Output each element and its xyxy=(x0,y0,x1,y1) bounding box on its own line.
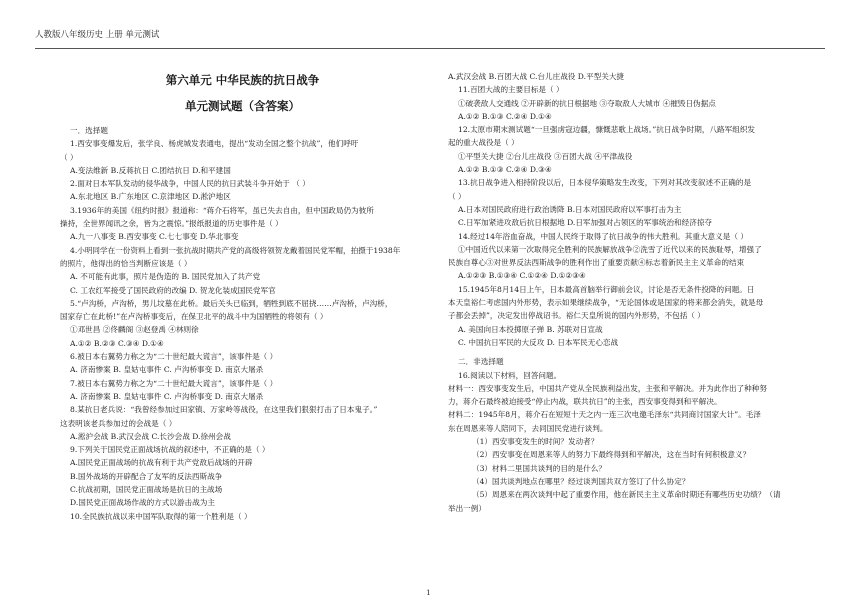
right-line: C.日军加紧进攻敌后抗日根据地 D.日军加强对占领区的军事统治和经济掠夺 xyxy=(458,218,713,228)
right-line: A.①② B.①③ C.②④ D.③④ xyxy=(458,165,552,175)
left-line: 这表明该老兵参加过的会战是（ ） xyxy=(60,418,177,428)
left-line: C. 工农红军接受了国民政府的改编 D. 贺龙化装成国民党军官 xyxy=(70,285,276,295)
right-line: 东在周恩来等人陪同下，去同国民党进行谈判。 xyxy=(448,423,608,433)
left-line: A.东北地区 B.广东地区 C.京津地区 D.淞沪地区 xyxy=(70,192,231,202)
left-question-list xyxy=(60,124,425,523)
left-line: 的照片，他得出的恰当判断应该是（ ） xyxy=(60,258,192,268)
right-line: （ ） xyxy=(448,191,466,201)
right-line: （2）西安事变在周恩来等人的努力下最终得到和平解决，这在当时有何积极意义？ xyxy=(472,450,751,460)
right-line: 民族自尊心③对世界反法西斯战争的胜利作出了重要贡献④标志着新民主主义革命的结束 xyxy=(448,258,745,268)
right-line: ①中国近代以来第一次取得完全胜利的民族解放战争②洗雪了近代以来的民族耻辱，增强了 xyxy=(458,244,762,254)
right-line: 11.百团大战的主要目标是（ ） xyxy=(458,85,564,95)
right-line: 15.1945年8月14日上午，日本最高首脑举行御前会议，讨论是否无条件投降的问题。日 xyxy=(458,284,755,294)
right-line: （3）材料二里国共谈判的目的是什么？ xyxy=(472,463,606,473)
left-line: A.国民党正面战场的抗战有利于共产党敌后战场的开辟 xyxy=(70,458,253,468)
left-line: 8.某抗日老兵说：“我曾经参加过田家镇、万家岭等战役，在这里我们狠狠打击了日本鬼子。” xyxy=(70,405,378,415)
left-line: A.九一八事变 B.西安事变 C.七七事变 D.华北事变 xyxy=(70,232,239,242)
left-line: A.变法维新 B.反蒋抗日 C.团结抗日 D.和平建国 xyxy=(70,165,231,175)
left-line: A. 济南惨案 B. 皇姑屯事件 C. 卢沟桥事变 D. 南京大屠杀 xyxy=(70,365,264,375)
right-line: 材料一：西安事变发生后，中国共产党从全民族利益出发，主张和平解决。并为此作出了种种努 xyxy=(448,383,767,393)
right-line: 二．非选择题 xyxy=(458,357,504,367)
left-line: ①邓世昌 ②佟麟阁 ③赵登禹 ④林则徐 xyxy=(70,325,199,335)
right-line: A.日本对国民政府进行政治诱降 B.日本对国民政府以军事打击为主 xyxy=(458,204,682,214)
right-line: （5）周恩来在两次谈判中起了重要作用，他在新民主主义革命时期还有哪些历史功绩？（请 xyxy=(472,490,781,500)
left-line: A. 济南惨案 B. 皇姑屯事件 C. 卢沟桥事变 D. 南京大屠杀 xyxy=(70,391,264,401)
left-line: 操持，全世界闻讯之余，皆为之震惊。”报纸报道的历史事件是（ ） xyxy=(60,219,283,229)
left-line: 4.小明同学在一份资料上看到一张抗战时期共产党的高级将领贺龙戴着国民党军帽，拍摄于1938年 xyxy=(70,245,401,255)
right-line: 力，蒋介石最终被迫接受“停止内战，联共抗日”的主张，西安事变得到和平解决。 xyxy=(448,397,722,407)
left-line: 5.“卢沟桥，卢沟桥，男儿坟墓在此桥。最后关头已临到，牺牲到底不屈挠……卢沟桥，卢沟桥， xyxy=(70,298,393,308)
left-line: 一．选择题 xyxy=(70,126,108,135)
left-line: （ ） xyxy=(60,152,78,162)
left-line: 6.被日本右翼势力称之为“二十世纪最大谎言”，该事件是（ ） xyxy=(70,352,278,362)
right-line: A.①② B.①③ C.②④ D.①④ xyxy=(458,111,552,121)
left-line: C.抗战初期，国民党正面战场是抗日的主战场 xyxy=(70,485,223,495)
left-line: 1.西安事变爆发后，张学良、杨虎城发表通电，提出“发动全国之整个抗战”，他们呼吁 xyxy=(70,139,359,149)
right-line: 12.太原市期末测试题“一旦强虏寇边疆，慷慨悲歌上战场。”抗日战争时期，八路军组织发 xyxy=(458,125,756,135)
left-line: 10.全民族抗战以来中国军队取得的第一个胜利是（ ） xyxy=(70,511,252,521)
left-line: A. 不可能有此事，照片是伪造的 B. 国民党加入了共产党 xyxy=(70,272,261,282)
document-header: 人教版八年级历史 上册 单元测试 xyxy=(35,30,160,40)
right-line: 起的重大战役是（ ） xyxy=(448,138,519,148)
left-line: 7.被日本右翼势力称之为“二十世纪最大谎言”，该事件是（ ） xyxy=(70,378,278,388)
left-line: 2.面对日本军队发动的侵华战争，中国人民的抗日武装斗争开始于 （ ） xyxy=(70,179,310,189)
test-subtitle: 单元测试题（含答案） xyxy=(185,99,300,113)
left-line: A.淞沪会战 B.武汉会战 C.长沙会战 D.徐州会战 xyxy=(70,431,231,441)
left-column xyxy=(60,70,425,523)
left-line: B.国外战场的开辟配合了友军的反法西斯战争 xyxy=(70,471,223,481)
right-line: 16.阅读以下材料，回答问题。 xyxy=(458,370,562,380)
right-column xyxy=(448,70,818,515)
left-line: 国家存亡在此桥!”在卢沟桥事变后，在保卫北平的战斗中为国牺牲的将领有（ ） xyxy=(60,312,328,322)
right-line: A.武汉会战 B.百团大战 C.台儿庄战役 D.平型关大捷 xyxy=(448,72,625,81)
right-line: 子都会丢掉”，决定发出停战诏书。裕仁天皇所说的国内外形势，不包括（ ） xyxy=(448,311,705,321)
right-line: 本天皇裕仁考虑国内外形势，表示如果继续战争，“无论国体或是国家的将来都会消失，就是母 xyxy=(448,298,764,308)
right-line: 14.经过14年浴血奋战，中国人民终于取得了抗日战争的伟大胜利。其重大意义是（ ） xyxy=(458,231,748,241)
header-divider xyxy=(35,48,825,49)
left-line: 9.下列关于国民党正面战场抗战的叙述中，不正确的是（ ） xyxy=(70,445,270,455)
left-line: A.①② B.②③ C.③④ D.①④ xyxy=(70,338,164,348)
left-line: D.国民党正面战场作战的方式以游击战为主 xyxy=(70,498,215,508)
right-line: 材料二：1945年8月，蒋介石在短短十天之内一连三次电邀毛泽东“共同商讨国家大计”。毛泽 xyxy=(448,410,761,420)
right-line: A. 美国向日本投掷原子弹 B. 苏联对日宣战 xyxy=(458,324,603,334)
right-line: （1）西安事变发生的时间？发动者？ xyxy=(472,437,599,447)
right-line: （4）国共谈判地点在哪里？经过谈判国共双方签订了什么协定？ xyxy=(472,476,690,486)
right-line: A.①②③ B.①③④ C.①②④ D.①②③④ xyxy=(458,271,586,281)
right-line: 13.抗日战争进入相持阶段以后，日本侵华策略发生改变，下列对其改变叙述不正确的是 xyxy=(458,178,752,188)
right-line: ①平型关大捷 ②台儿庄战役 ③百团大战 ④平津战役 xyxy=(458,151,633,161)
right-question-list xyxy=(448,70,818,515)
left-line: 3.1936年的美国《纽约时报》报道称：“蒋介石将军，虽已失去自由，但中国政局仍为彼所 xyxy=(70,205,374,215)
unit-title: 第六单元 中华民族的抗日战争 xyxy=(165,73,320,87)
right-line: ①破袭敌人交通线 ②开辟新的抗日根据地 ③夺取敌人大城市 ④摧毁日伪据点 xyxy=(458,98,716,108)
page-number: 1 xyxy=(426,588,431,597)
right-line: 举出一例） xyxy=(448,503,486,513)
right-line: C. 中国抗日军民的大反攻 D. 日本军民无心恋战 xyxy=(458,337,619,347)
